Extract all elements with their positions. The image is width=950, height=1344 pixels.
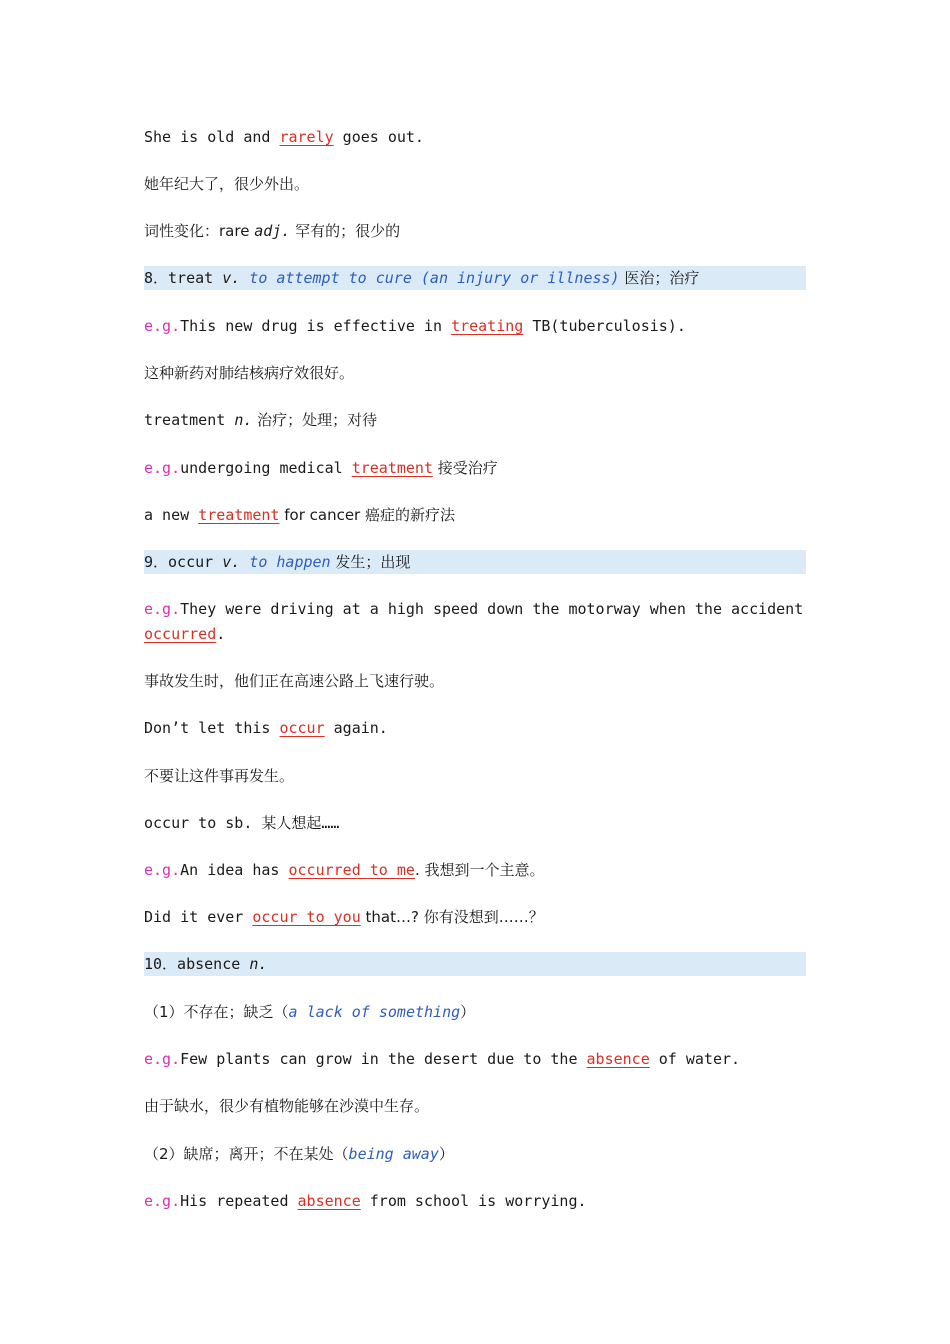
word-form-note: treatment n. 治疗；处理；对待 [144,411,378,429]
sense-2: （2）缺席；离开；不在某处（being away） [144,1145,454,1163]
translation: 不要让这件事再发生。 [144,767,295,785]
definition: being away [348,1145,439,1163]
example-sentence: e.g.His repeated absence from school is worrying. [144,1192,587,1210]
example-sentence: e.g.An idea has occurred to me. 我想到一个主意。 [144,861,545,879]
keyword: occur [279,719,325,737]
keyword: rarely [279,128,334,146]
translation: 她年纪大了，很少外出。 [144,175,310,193]
keyword: absence [297,1192,361,1210]
example-sentence: e.g.This new drug is effective in treating TB(tuberculosis). [144,317,686,335]
example-marker: e.g. [144,861,181,879]
example-sentence: Did it ever occur to you that…? 你有没想到……？ [144,908,544,926]
keyword: occurred to me [288,861,415,879]
word-form-note: 词性变化：rare adj. 罕有的；很少的 [144,222,401,240]
keyword: occurred [144,625,217,643]
example-sentence: e.g.undergoing medical treatment 接受治疗 [144,459,498,477]
definition: to happen [240,553,331,571]
entry-heading-occur: 9．occur v. to happen 发生；出现 [144,553,411,571]
translation: 由于缺水，很少有植物能够在沙漠中生存。 [144,1097,430,1115]
keyword: occur to you [252,908,361,926]
sense-1: （1）不存在；缺乏（a lack of something） [144,1003,476,1021]
example-sentence: Don’t let this occur again. [144,719,388,737]
definition: to attempt to cure (an injury or illness) [240,269,620,287]
keyword: absence [586,1050,650,1068]
example-phrase: a new treatment for cancer 癌症的新疗法 [144,506,455,524]
example-marker: e.g. [144,1192,181,1210]
translation: 这种新药对肺结核病疗效很好。 [144,364,355,382]
example-marker: e.g. [144,459,181,477]
example-sentence: e.g.Few plants can grow in the desert due to the absence of water. [144,1050,741,1068]
translation: 事故发生时，他们正在高速公路上飞速行驶。 [144,672,445,690]
example-sentence: e.g.They were driving at a high speed down the motorway when the accident [144,600,804,618]
entry-heading-treat: 8．treat v. to attempt to cure (an injury or illness) 医治；治疗 [144,269,700,287]
keyword: treatment [198,506,280,524]
keyword: treating [451,317,524,335]
example-sentence: She is old and rarely goes out. [144,128,424,146]
definition: a lack of something [288,1003,461,1021]
example-marker: e.g. [144,600,181,618]
example-marker: e.g. [144,1050,181,1068]
example-sentence-cont: occurred. [144,625,226,643]
keyword: treatment [351,459,433,477]
phrase-note: occur to sb. 某人想起…… [144,814,340,832]
entry-heading-absence: 10．absence n. [144,955,268,973]
example-marker: e.g. [144,317,181,335]
